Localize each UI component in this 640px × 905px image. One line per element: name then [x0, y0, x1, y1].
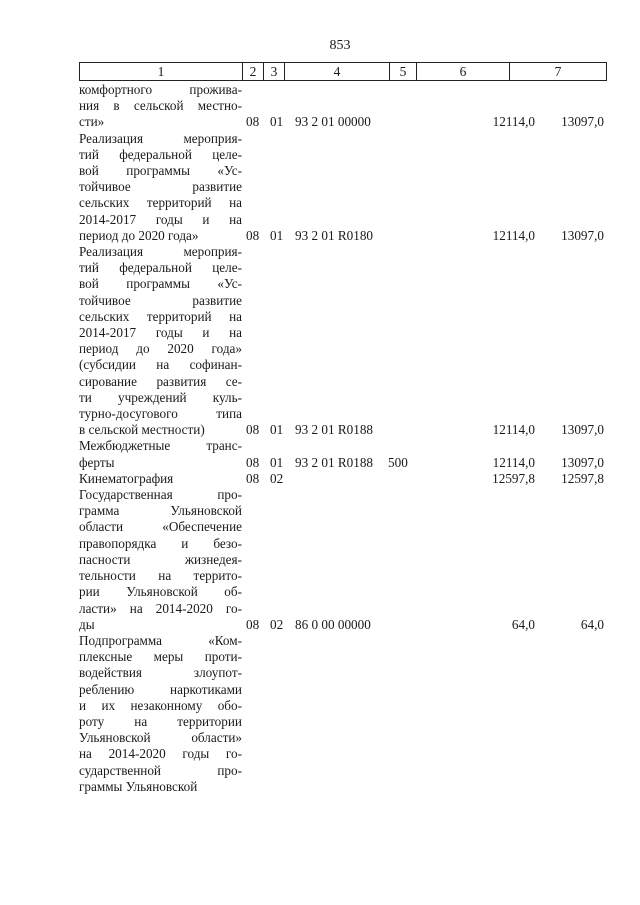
description-line: водействия злоупот-	[79, 665, 242, 681]
row-values	[79, 114, 604, 130]
description-line: сельских территорий на	[79, 308, 242, 324]
amount-year-1: 12114,0	[492, 422, 535, 438]
row-values	[79, 422, 604, 438]
description-line: турно-досугового типа	[79, 406, 242, 422]
description-line: 2014-2017 годы и на	[79, 325, 242, 341]
column-header-7: 7	[510, 63, 607, 81]
description-line: на 2014-2020 годы го-	[79, 746, 242, 762]
amount-year-1: 12597,8	[492, 470, 535, 486]
description-line: пасности жизнедея-	[79, 551, 242, 567]
table-row	[79, 633, 604, 795]
description-line: тий федеральной целе-	[79, 260, 242, 276]
description-line: 2014-2017 годы и на	[79, 211, 242, 227]
amount-year-1: 64,0	[511, 616, 535, 632]
row-values	[79, 617, 604, 633]
description-line: и их незаконному обо-	[79, 697, 242, 713]
description-line: вой программы «Ус-	[79, 163, 242, 179]
description-line: период до 2020 года»	[79, 227, 199, 243]
target-article-code: 93 2 01 R0188	[295, 454, 374, 470]
column-header-6: 6	[417, 63, 510, 81]
page-number: 853	[329, 38, 351, 53]
description-line: Подпрограмма «Ком-	[79, 632, 242, 648]
section-code: 08	[246, 114, 260, 130]
description-line: ласти» на 2014-2020 го-	[79, 600, 242, 616]
amount-year-2: 13097,0	[561, 454, 604, 470]
description-line: (субсидии на софинан-	[79, 357, 242, 373]
description-line: вой программы «Ус-	[79, 276, 242, 292]
description-line: Ульяновской области»	[79, 730, 242, 746]
row-description	[79, 244, 242, 438]
description-line: комфортного проживa-	[79, 82, 242, 97]
column-header-3: 3	[264, 63, 285, 81]
description-line: в сельской местности)	[79, 422, 205, 438]
description-line: сельских территорий на	[79, 195, 242, 211]
amount-year-2: 13097,0	[561, 422, 604, 438]
column-header-4: 4	[285, 63, 390, 81]
section-code: 08	[246, 470, 260, 486]
description-line: тойчивое развитие	[79, 179, 242, 195]
description-line: области «Обеспечение	[79, 519, 242, 535]
amount-year-1: 12114,0	[492, 114, 535, 130]
description-line: тойчивое развитие	[79, 292, 242, 308]
subsection-code: 01	[270, 114, 284, 130]
amount-year-1: 12114,0	[492, 227, 535, 243]
description-line: период до 2020 года»	[79, 341, 242, 357]
subsection-code: 02	[270, 616, 284, 632]
amount-year-1: 12114,0	[492, 454, 535, 470]
row-values	[79, 471, 604, 487]
description-line: ти учреждений куль-	[79, 389, 242, 405]
column-header-5: 5	[390, 63, 417, 81]
target-article-code: 93 2 01 00000	[295, 114, 371, 130]
description-line: ния в сельской местно-	[79, 98, 242, 114]
description-line: сти»	[79, 114, 105, 130]
table-row	[79, 487, 604, 633]
description-line: тельности на террито-	[79, 568, 242, 584]
section-code: 08	[246, 616, 260, 632]
description-line: Реализация мероприя-	[79, 244, 242, 260]
expense-type-code: 500	[388, 454, 408, 470]
target-article-code: 86 0 00 00000	[295, 616, 371, 632]
description-line: сирование развития се-	[79, 373, 242, 389]
budget-rows	[79, 82, 604, 795]
description-line: рии Ульяновской об-	[79, 584, 242, 600]
column-header-table	[79, 62, 607, 81]
description-line: тий федеральной целе-	[79, 146, 242, 162]
section-code: 08	[246, 454, 260, 470]
description-line: ферты	[79, 454, 115, 470]
description-line: сударственной про-	[79, 762, 242, 778]
subsection-code: 01	[270, 227, 284, 243]
table-row	[79, 131, 604, 244]
amount-year-2: 13097,0	[561, 114, 604, 130]
section-code: 08	[246, 422, 260, 438]
subsection-code: 01	[270, 454, 284, 470]
description-line: реблению наркотиками	[79, 681, 242, 697]
amount-year-2: 12597,8	[561, 470, 604, 486]
column-header-1: 1	[80, 63, 243, 81]
description-line: правопорядка и безо-	[79, 535, 242, 551]
row-values	[79, 779, 604, 795]
description-line: ды	[79, 616, 95, 632]
row-description	[79, 633, 242, 795]
description-line: Межбюджетные транс-	[79, 438, 242, 454]
table-row	[79, 438, 604, 470]
table-row	[79, 244, 604, 438]
description-line: граммы Ульяновской	[79, 778, 198, 794]
description-line: плексные меры проти-	[79, 649, 242, 665]
description-line: Реализация мероприя-	[79, 130, 242, 146]
column-header-2: 2	[243, 63, 264, 81]
table-row	[79, 82, 604, 131]
table-row	[79, 471, 604, 487]
amount-year-2: 13097,0	[561, 227, 604, 243]
description-line: Кинематография	[79, 470, 174, 486]
description-line: роту на территории	[79, 713, 242, 729]
description-line: грамма Ульяновской	[79, 503, 242, 519]
row-values	[79, 455, 604, 471]
row-values	[79, 228, 604, 244]
subsection-code: 02	[270, 470, 284, 486]
target-article-code: 93 2 01 R0180	[295, 227, 374, 243]
description-line: Государственная про-	[79, 487, 242, 503]
target-article-code: 93 2 01 R0188	[295, 422, 374, 438]
amount-year-2: 64,0	[580, 616, 604, 632]
subsection-code: 01	[270, 422, 284, 438]
row-description	[79, 487, 242, 633]
column-header-row	[80, 63, 607, 81]
section-code: 08	[246, 227, 260, 243]
